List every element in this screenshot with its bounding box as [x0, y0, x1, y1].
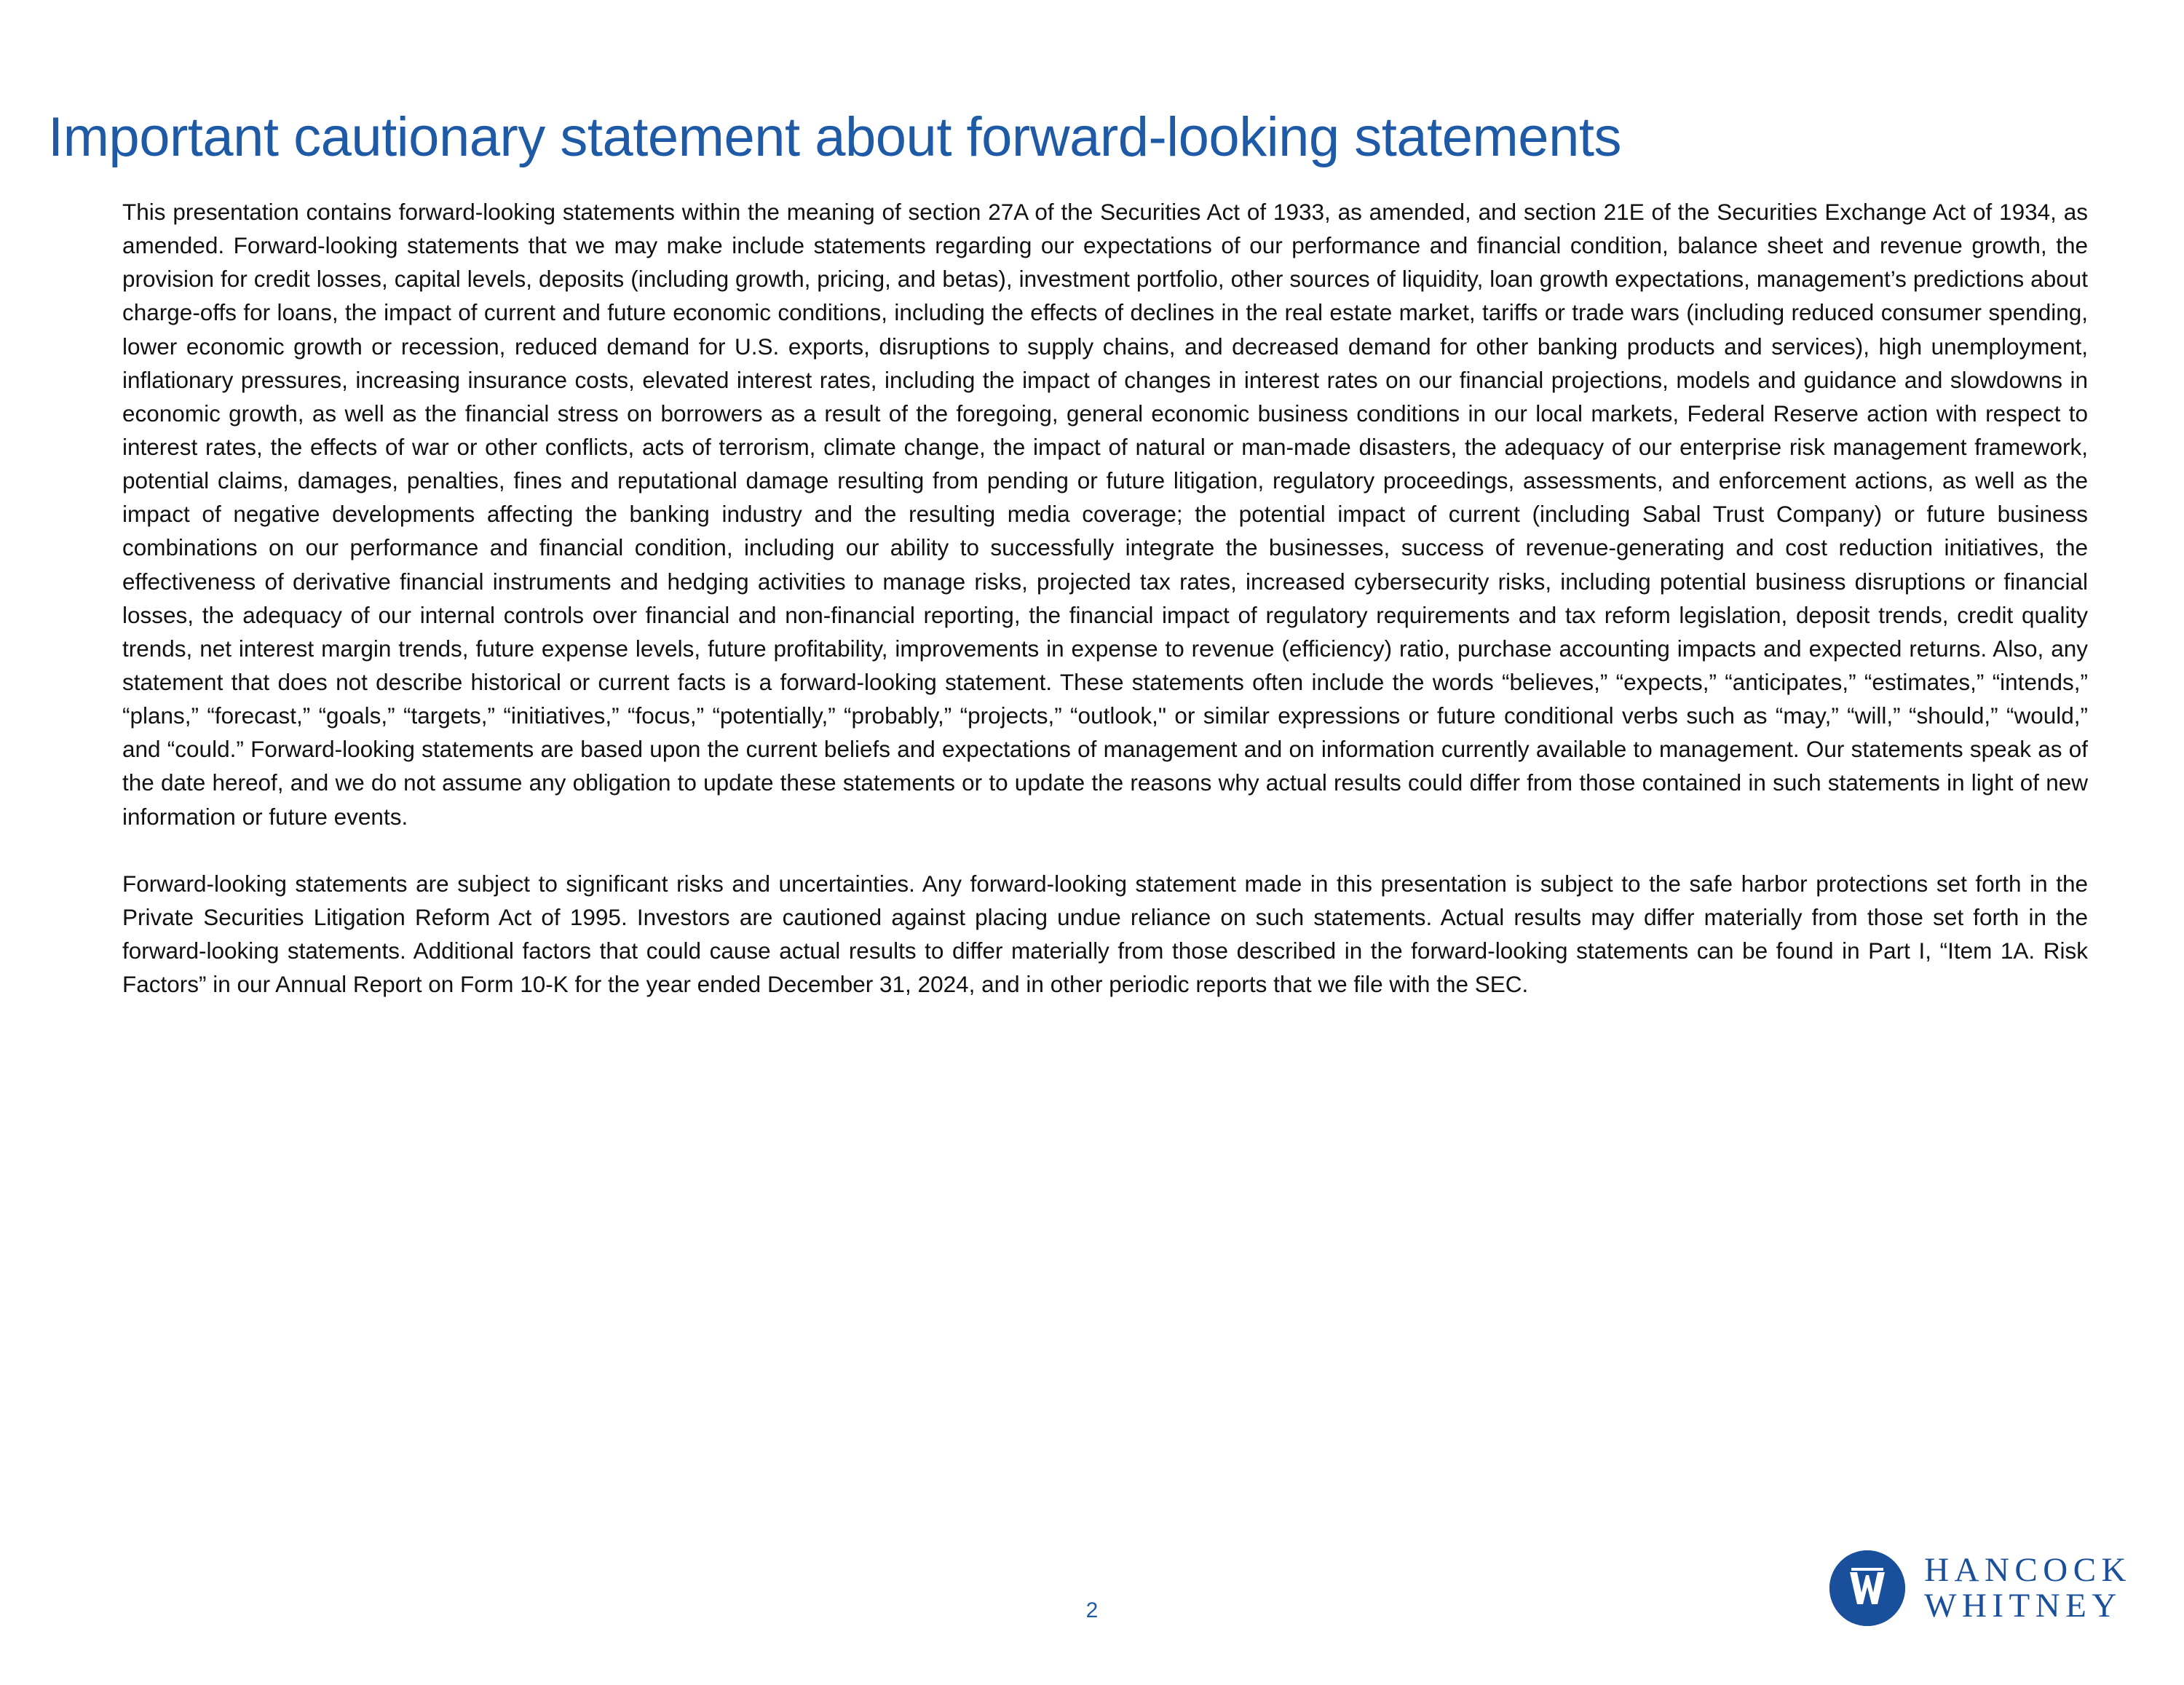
logo-wordmark — [1924, 1553, 2132, 1624]
page-title: Important cautionary statement about forward-looking statements — [48, 106, 1621, 168]
paragraph-1: This presentation contains forward-looking statements within the meaning of section 27A of the Securities Act of 1933, as amended, and section 21E of the Securities Exchange Act of 1934, as amended. Forward-looking statements that we may make include statements regarding our expectations of our performance and financial condition, balance sheet and revenue growth, the provision for credit losses, capital levels, deposits (including growth, pricing, and betas), investment portfolio, other sources of liquidity, loan growth expectations, management’s predictions about charge-offs for loans, the impact of current and future economic conditions, including the effects of declines in the real estate market, tariffs or trade wars (including reduced consumer spending, lower economic growth or recession, reduced demand for U.S. exports, disruptions to supply chains, and decreased demand for other banking products and services), high unemployment, inflationary pressures, increasing insurance costs, elevated interest rates, including the impact of changes in interest rates on our financial projections, models and guidance and slowdowns in economic growth, as well as the financial stress on borrowers as a result of the foregoing, general economic business conditions in our local markets, Federal Reserve action with respect to interest rates, the effects of war or other conflicts, acts of terrorism, climate change, the impact of natural or man-made disasters, the adequacy of our enterprise risk management framework, potential claims, damages, penalties, fines and reputational damage resulting from pending or future litigation, regulatory proceedings, assessments, and enforcement actions, as well as the impact of negative developments affecting the banking industry and the resulting media coverage; the potential impact of current (including Sabal Trust Company) or future business combinations on our performance and financial condition, including our ability to successfully integrate the businesses, success of revenue-generating and cost reduction initiatives, the effectiveness of derivative financial instruments and hedging activities to manage risks, projected tax rates, increased cybersecurity risks, including potential business disruptions or financial losses, the adequacy of our internal controls over financial and non-financial reporting, the financial impact of regulatory requirements and tax reform legislation, deposit trends, credit quality trends, net interest margin trends, future expense levels, future profitability, improvements in expense to revenue (efficiency) ratio, purchase accounting impacts and expected returns. Also, any statement that does not describe historical or current facts is a forward-looking statement. These statements often include the words “believes,” “expects,” “anticipates,” “estimates,” “intends,” “plans,” “forecast,” “goals,” “targets,” “initiatives,” “focus,” “potentially,” “probably,” “projects,” “outlook," or similar expressions or future conditional verbs such as “may,” “will,” “should,” “would,” and “could.” Forward-looking statements are based upon the current beliefs and expectations of management and on information currently available to management. Our statements speak as of the date hereof, and we do not assume any obligation to update these statements or to update the reasons why actual results could differ from those contained in such statements in light of new information or future events. — [122, 199, 2088, 830]
company-logo — [1829, 1550, 2132, 1626]
page-number: 2 — [1085, 1598, 1099, 1622]
logo-line-2: WHITNEY — [1924, 1587, 2122, 1625]
body-content — [122, 195, 2088, 1001]
hancock-whitney-w-icon — [1829, 1550, 1905, 1626]
logo-line-1: HANCOCK — [1924, 1551, 2132, 1590]
paragraph-2: Forward-looking statements are subject to significant risks and uncertainties. Any forward-looking statement made in this presentation is subject to the safe harbor protections set forth in the Private Securities Litigation Reform Act of 1995. Investors are cautioned against placing undue reliance on such statements. Actual results may differ materially from those set forth in the forward-looking statements. Additional factors that could cause actual results to differ materially from those described in the forward-looking statements can be found in Part I, “Item 1A. Risk Factors” in our Annual Report on Form 10-K for the year ended December 31, 2024, and in other periodic reports that we file with the SEC. — [122, 870, 2088, 998]
